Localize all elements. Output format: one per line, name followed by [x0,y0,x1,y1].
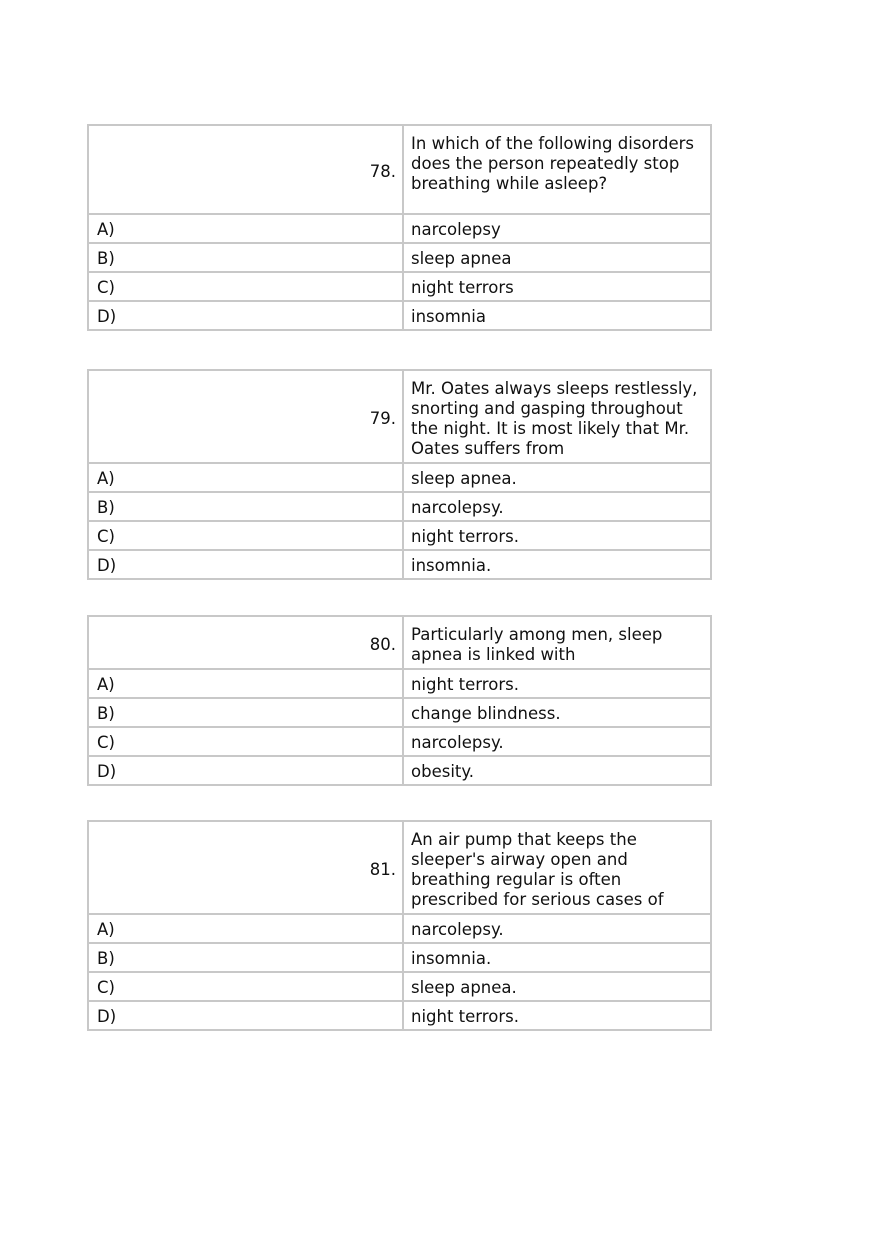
option-letter: D) [88,756,403,785]
option-row-c[interactable] [88,972,711,1001]
option-letter: A) [88,463,403,492]
question-text: Mr. Oates always sleeps restlessly, snorting and gasping throughout the night. It is most likely that Mr. Oates suffers from [403,370,711,463]
option-letter: C) [88,272,403,301]
option-letter: A) [88,914,403,943]
question-table [87,124,712,331]
option-text: sleep apnea [403,243,711,272]
option-letter: A) [88,669,403,698]
option-text: obesity. [403,756,711,785]
option-text: insomnia. [403,550,711,579]
option-letter: D) [88,301,403,330]
question-text: An air pump that keeps the sleeper's airway open and breathing regular is often prescribed for serious cases of [403,821,711,914]
option-letter: C) [88,521,403,550]
option-row-b[interactable] [88,243,711,272]
option-row-b[interactable] [88,492,711,521]
question-row [88,125,711,214]
option-text: change blindness. [403,698,711,727]
option-text: sleep apnea. [403,463,711,492]
option-row-a[interactable] [88,463,711,492]
question-number: 79. [88,370,403,463]
option-row-d[interactable] [88,550,711,579]
question-row [88,616,711,669]
question-row [88,370,711,463]
question-number: 80. [88,616,403,669]
question-table [87,369,712,580]
option-text: narcolepsy. [403,727,711,756]
option-letter: D) [88,550,403,579]
option-text: narcolepsy. [403,492,711,521]
option-text: night terrors. [403,669,711,698]
option-row-d[interactable] [88,1001,711,1030]
question-text: Particularly among men, sleep apnea is linked with [403,616,711,669]
option-row-a[interactable] [88,214,711,243]
option-text: night terrors. [403,521,711,550]
option-text: narcolepsy. [403,914,711,943]
option-text: narcolepsy [403,214,711,243]
question-number: 78. [88,125,403,214]
option-row-c[interactable] [88,521,711,550]
option-row-b[interactable] [88,698,711,727]
question-text: In which of the following disorders does the person repeatedly stop breathing while asleep? [403,125,711,214]
option-row-d[interactable] [88,756,711,785]
option-row-d[interactable] [88,301,711,330]
option-text: night terrors. [403,1001,711,1030]
question-table [87,615,712,786]
option-row-a[interactable] [88,669,711,698]
option-row-c[interactable] [88,272,711,301]
option-letter: B) [88,492,403,521]
option-letter: C) [88,727,403,756]
option-letter: B) [88,698,403,727]
option-letter: D) [88,1001,403,1030]
option-text: insomnia. [403,943,711,972]
option-text: insomnia [403,301,711,330]
option-letter: A) [88,214,403,243]
question-row [88,821,711,914]
option-row-b[interactable] [88,943,711,972]
option-letter: B) [88,243,403,272]
question-number: 81. [88,821,403,914]
option-letter: C) [88,972,403,1001]
option-row-a[interactable] [88,914,711,943]
option-text: sleep apnea. [403,972,711,1001]
question-table [87,820,712,1031]
option-text: night terrors [403,272,711,301]
option-letter: B) [88,943,403,972]
option-row-c[interactable] [88,727,711,756]
